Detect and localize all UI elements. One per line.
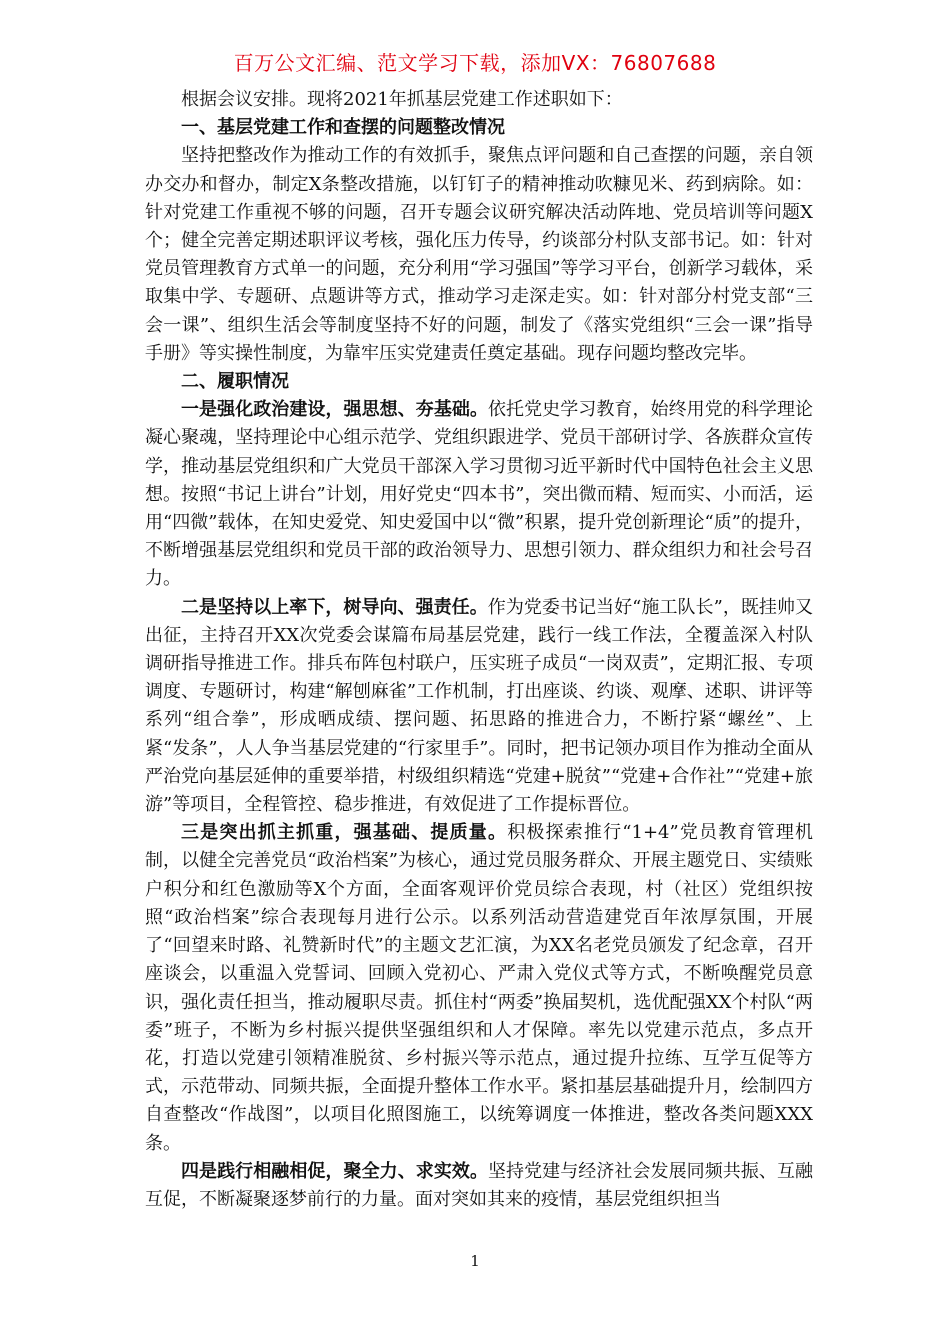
page-number: 1 (470, 1252, 480, 1270)
paragraph-lead: 二是坚持以上率下，树导向、强责任。 (181, 596, 488, 618)
paragraph-body: 坚持把整改作为推动工作的有效抓手，聚焦点评问题和自己查摆的问题，亲自领办交办和督办，制定X条整改措施，以钉钉子的精神推动吹糠见米、药到病除。如：针对党建工作重视不够的问题，召开专题会议研究解决活动阵地、党员培训等问题X个；健全完善定期述职评议考核，强化压力传导，约谈部分村队支部书记。如：针对党员管理教育方式单一的问题，充分利用“学习强国”等学习平台，创新学习载体，采取集中学、专题研、点题讲等方式，推动学习走深走实。如：针对部分村党支部“三会一课”、组织生活会等制度坚持不好的问题，制发了《落实党组织“三会一课”指导手册》等实操性制度，为靠牢压实党建责任奠定基础。现存问题均整改完毕。 (145, 145, 813, 364)
intro-paragraph: 根据会议安排。现将2021年抓基层党建工作述职如下： (181, 89, 623, 110)
document-body (145, 86, 813, 1214)
paragraph-body: 积极探索推行“1+4”党员教育管理机制，以健全完善党员“政治档案”为核心，通过党员服务群众、开展主题党日、实绩账户积分和红色激励等X个方面，全面客观评价党员综合表现，村（社区）党组织按照“政治档案”综合表现每月进行公示。以系列活动营造建党百年浓厚氛围，开展了“回望来时路、礼赞新时代”的主题文艺汇演，为XX名老党员颁发了纪念章，召开座谈会，以重温入党誓词、回顾入党初心、严肃入党仪式等方式，不断唤醒党员意识，强化责任担当，推动履职尽责。抓住村“两委”换届契机，选优配强XX个村队“两委”班子，不断为乡村振兴提供坚强组织和人才保障。率先以党建示范点，多点开花，打造以党建引领精准脱贫、乡村振兴等示范点，通过提升拉练、互学互促等方式，示范带动、同频共振，全面提升整体工作水平。紧扣基层基础提升月，绘制四方自查整改“作战图”，以项目化照图施工，以统筹调度一体推进，整改各类问题XXX条。 (145, 822, 814, 1154)
paragraph-lead: 四是践行相融相促，聚全力、求实效。 (181, 1160, 488, 1182)
paragraph-lead: 三是突出抓主抓重，强基础、提质量。 (181, 822, 508, 844)
paragraph-body: 作为党委书记当好“施工队长”，既挂帅又出征，主持召开XX次党委会谋篇布局基层党建，践行一线工作法，全覆盖深入村队调研指导推进工作。排兵布阵包村联户，压实班子成员“一岗双责”，定期汇报、专项调度、专题研讨，构建“解刨麻雀”工作机制，打出座谈、约谈、观摩、述职、讲评等系列“组合拳”，形成晒成绩、摆问题、拓思路的推进合力，不断拧紧“螺丝”、上紧“发条”，人人争当基层党建的“行家里手”。同时，把书记领办项目作为推动全面从严治党向基层延伸的重要举措，村级组织精选“党建+脱贫”“党建+合作社”“党建+旅游”等项目，全程管控、稳步推进，有效促进了工作提标晋位。 (145, 596, 814, 816)
section-heading-1: 一、基层党建工作和查摆的问题整改情况 (181, 117, 505, 139)
header-banner: 百万公文汇编、范文学习下载，添加VX：76807688 (233, 51, 717, 75)
section-2-paragraph-2 (145, 594, 813, 820)
section-2-paragraph-4 (145, 1158, 813, 1214)
section-2-paragraph-3 (145, 819, 813, 1157)
section-1-paragraph-1 (145, 142, 813, 368)
paragraph-lead: 一是强化政治建设，强思想、夯基础。 (181, 399, 488, 421)
section-heading-2: 二、履职情况 (181, 371, 289, 393)
paragraph-body: 依托党史学习教育，始终用党的科学理论凝心聚魂，坚持理论中心组示范学、党组织跟进学、党员干部研讨学、各族群众宣传学，推动基层党组织和广大党员干部深入学习贯彻习近平新时代中国特色社会主义思想。按照“书记上讲台”计划，用好党史“四本书”，突出微而精、短而实、小而活，运用“四微”载体，在知史爱党、知史爱国中以“微”积累，提升党创新理论“质”的提升，不断增强基层党组织和党员干部的政治领导力、思想引领力、群众组织力和社会号召力。 (145, 399, 813, 590)
paragraph-body: 坚持党建与经济社会发展同频共振、互融互促，不断凝聚逐梦前行的力量。面对突如其来的疫情，基层党组织担当 (145, 1160, 813, 1210)
section-2-paragraph-1 (145, 396, 813, 593)
